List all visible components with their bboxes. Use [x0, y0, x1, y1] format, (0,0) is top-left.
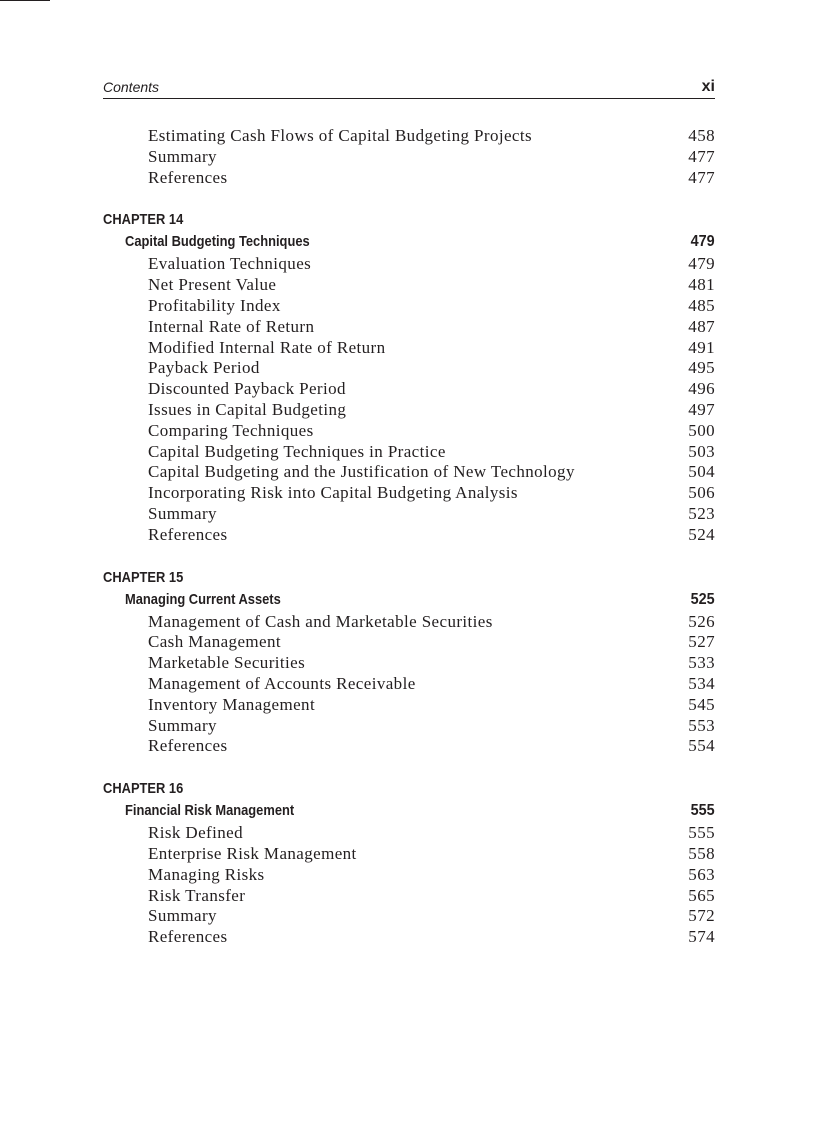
- toc-entry-title: Internal Rate of Return: [148, 316, 315, 336]
- toc-entry-title: Summary: [148, 906, 217, 926]
- toc-entry-page: 555: [688, 823, 715, 843]
- toc-entry: [103, 844, 715, 865]
- chapter-title: Financial Risk Management: [125, 802, 295, 820]
- toc-entry: [103, 695, 715, 716]
- toc-entry: [103, 254, 715, 275]
- toc-entry-page: 495: [688, 358, 715, 378]
- toc-entry: [103, 483, 715, 504]
- toc-entry-title: Estimating Cash Flows of Capital Budgeting Projects: [148, 126, 532, 145]
- toc-entry-title: Discounted Payback Period: [148, 379, 346, 399]
- toc-entry: [103, 442, 715, 463]
- chapter-page: 479: [690, 233, 715, 251]
- toc-entry: [103, 927, 715, 948]
- toc-entry-title: Summary: [148, 503, 217, 523]
- running-head-page-number: xi: [701, 78, 715, 95]
- toc-entry-title: References: [148, 927, 228, 947]
- toc-entry: [103, 886, 715, 907]
- toc-entry-page: 458: [688, 126, 715, 145]
- toc-entry-page: 527: [688, 632, 715, 652]
- chapter-heading: [103, 230, 715, 254]
- toc-entry: [103, 612, 715, 633]
- toc-entry: [103, 379, 715, 400]
- toc-entry-page: 500: [688, 420, 715, 440]
- toc-entry-page: 524: [688, 524, 715, 544]
- toc-entry-title: Managing Risks: [148, 864, 265, 884]
- toc-entry-page: 553: [688, 715, 715, 735]
- toc-entry: [103, 317, 715, 338]
- toc-entry-title: Net Present Value: [148, 275, 277, 295]
- toc-entry-page: 479: [688, 254, 715, 274]
- toc-entry-page: 506: [688, 483, 715, 503]
- toc-entry-title: Marketable Securities: [148, 653, 306, 673]
- chapter-title: Managing Current Assets: [125, 590, 281, 608]
- toc-entry: [103, 653, 715, 674]
- toc-entry-page: 477: [688, 167, 715, 187]
- toc-entry-page: 491: [688, 337, 715, 357]
- toc-entry-title: Capital Budgeting and the Justification of New Technology: [148, 462, 575, 482]
- toc-entry: [103, 736, 715, 757]
- chapter-page: 525: [690, 590, 715, 608]
- chapter-14-section: [103, 209, 715, 545]
- toc-entry: [103, 338, 715, 359]
- toc-entry-page: 503: [688, 441, 715, 461]
- toc-entry: [103, 525, 715, 546]
- toc-entry-page: 534: [688, 673, 715, 693]
- toc-entry-title: Payback Period: [148, 358, 260, 378]
- toc-entry-title: Inventory Management: [148, 694, 316, 714]
- toc-entry-title: Cash Management: [148, 632, 281, 652]
- toc-entry: [103, 823, 715, 844]
- toc-entry-title: Management of Cash and Marketable Securities: [148, 611, 493, 631]
- toc-entry-title: References: [148, 167, 228, 187]
- toc-entry-title: Issues in Capital Budgeting: [148, 399, 347, 419]
- toc-entry-title: Risk Defined: [148, 823, 243, 843]
- chapter-label: CHAPTER 16: [103, 780, 184, 798]
- toc-entry: [103, 716, 715, 737]
- chapter-page: 555: [690, 802, 715, 820]
- toc-entry: [103, 275, 715, 296]
- toc-entry: [103, 400, 715, 421]
- toc-entry: [103, 421, 715, 442]
- toc-entry-page: 554: [688, 736, 715, 756]
- toc-entry-page: 485: [688, 295, 715, 315]
- toc-entry-page: 477: [688, 146, 715, 166]
- toc-entry-page: 497: [688, 399, 715, 419]
- running-head-title: Contents: [103, 79, 160, 95]
- toc-entry-title: Summary: [148, 146, 217, 166]
- toc-entry-title: Risk Transfer: [148, 885, 246, 905]
- toc-entry-title: Management of Accounts Receivable: [148, 673, 416, 693]
- toc-entry-title: Comparing Techniques: [148, 420, 314, 440]
- toc-entry-page: 481: [688, 275, 715, 295]
- toc-entry-page: 523: [688, 503, 715, 523]
- toc-entry: [103, 865, 715, 886]
- toc-entry-page: 526: [688, 611, 715, 631]
- toc-entry-title: Summary: [148, 715, 217, 735]
- toc-entry-page: 496: [688, 379, 715, 399]
- chapter-15-section: [103, 567, 715, 758]
- toc-entry: [103, 147, 715, 168]
- running-head: [103, 78, 715, 99]
- toc-entry: [103, 358, 715, 379]
- toc-entry: [103, 296, 715, 317]
- toc-entry-page: 572: [688, 906, 715, 926]
- toc-entry-title: Modified Internal Rate of Return: [148, 337, 386, 357]
- toc-entry-title: Profitability Index: [148, 295, 281, 315]
- toc-entry-page: 533: [688, 653, 715, 673]
- toc-entry: [103, 674, 715, 695]
- toc-entry-page: 574: [688, 927, 715, 947]
- toc-entry-title: References: [148, 524, 228, 544]
- toc-entry-page: 558: [688, 843, 715, 863]
- toc-entry-page: 545: [688, 694, 715, 714]
- toc-entry: [103, 632, 715, 653]
- chapter-label: CHAPTER 15: [103, 568, 184, 586]
- chapter-heading: [103, 799, 715, 823]
- toc-entry: [103, 504, 715, 525]
- toc-entry-title: Evaluation Techniques: [148, 254, 312, 274]
- chapter-16-section: [103, 778, 715, 948]
- toc-entry-page: 565: [688, 885, 715, 905]
- toc-entry-title: Capital Budgeting Techniques in Practice: [148, 441, 446, 461]
- toc-entry-page: 504: [688, 462, 715, 482]
- table-of-contents: [103, 126, 715, 948]
- toc-entry-page: 563: [688, 864, 715, 884]
- toc-entry-title: References: [148, 736, 228, 756]
- toc-entry: [103, 126, 715, 147]
- toc-entry-title: Incorporating Risk into Capital Budgeting Analysis: [148, 483, 518, 503]
- toc-entry: [103, 462, 715, 483]
- toc-entry: [103, 906, 715, 927]
- chapter-heading: [103, 588, 715, 612]
- toc-entry: [103, 168, 715, 189]
- chapter-title: Capital Budgeting Techniques: [125, 233, 310, 251]
- toc-entry-page: 487: [688, 316, 715, 336]
- chapter-label: CHAPTER 14: [103, 211, 184, 229]
- toc-entry-title: Enterprise Risk Management: [148, 843, 357, 863]
